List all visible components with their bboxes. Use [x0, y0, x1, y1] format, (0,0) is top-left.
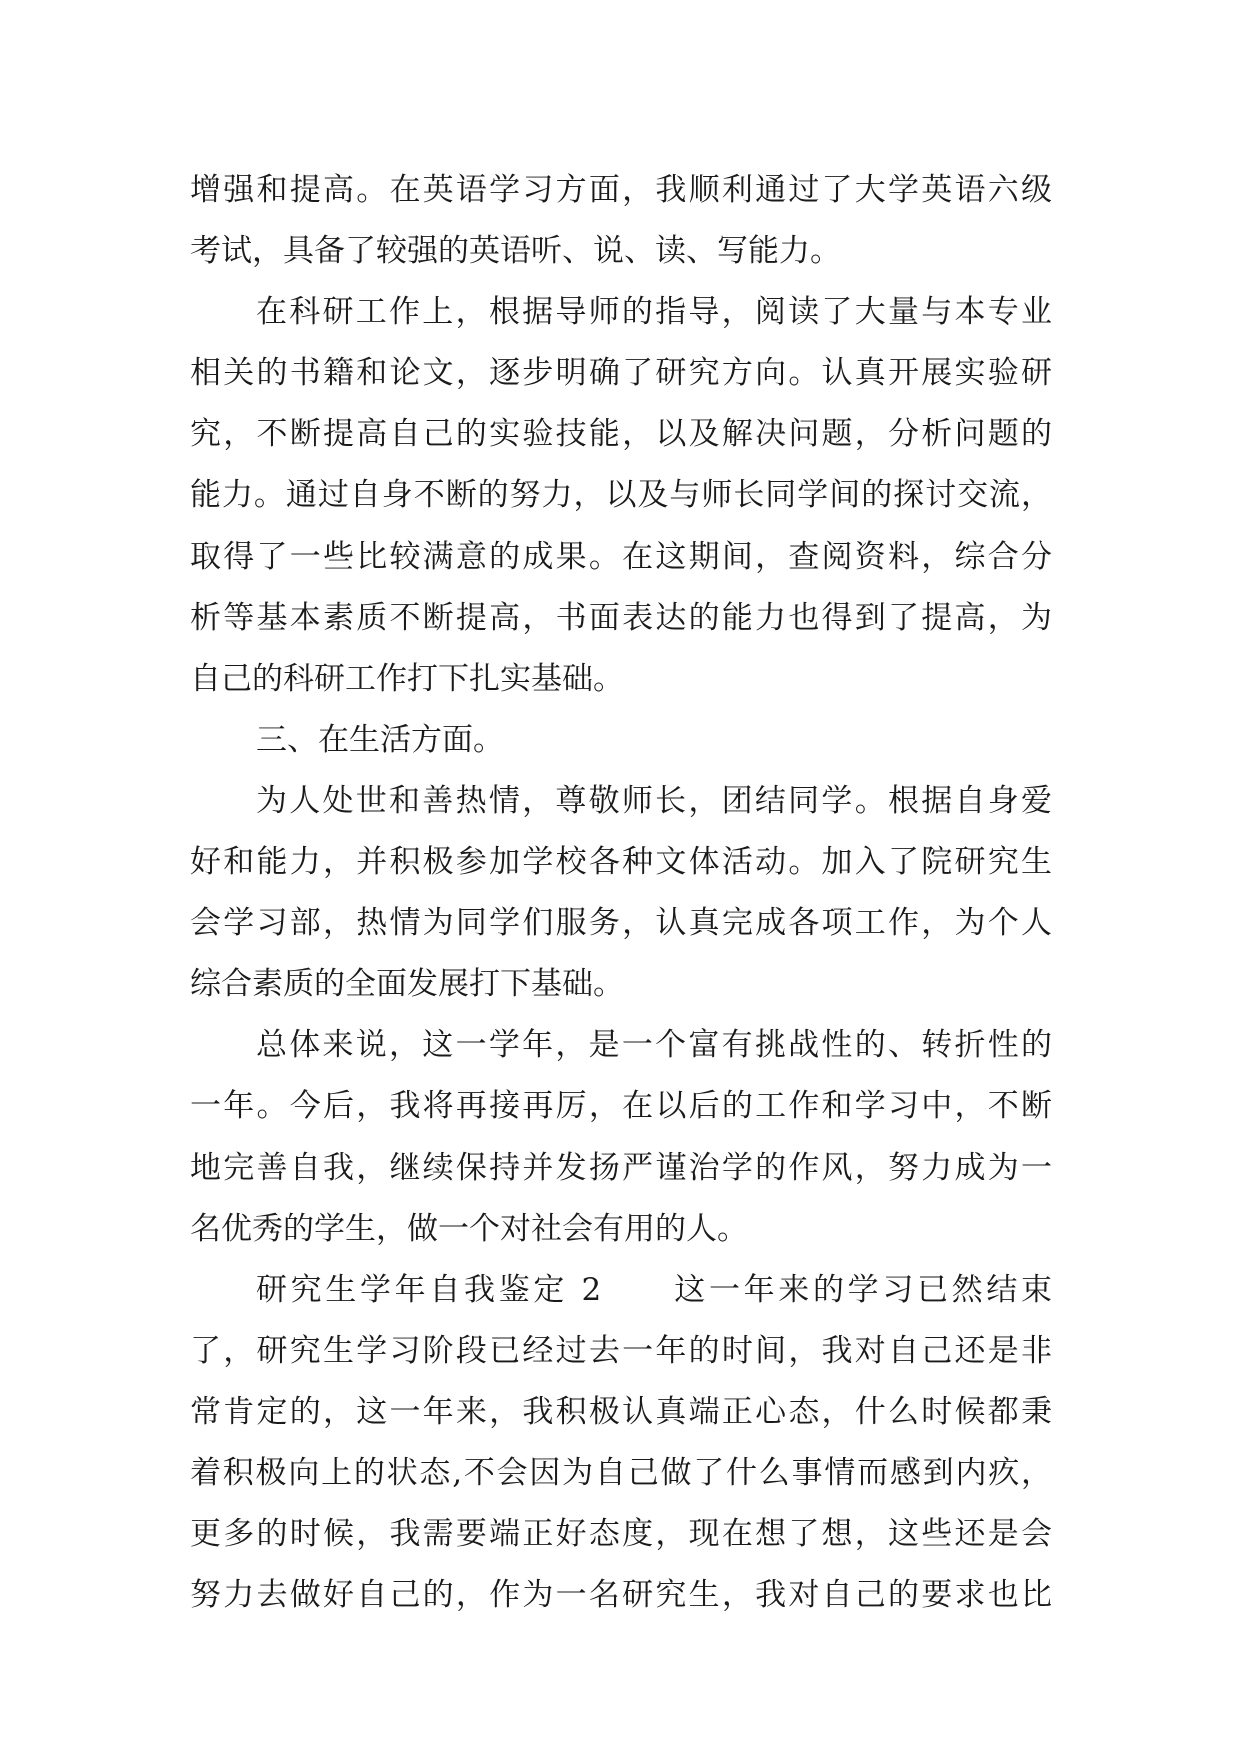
text-line: 综合素质的全面发展打下基础。 — [190, 966, 624, 1003]
text-line: 在科研工作上，根据导师的指导，阅读了大量与本专业 — [256, 294, 1052, 331]
text-line: 努力去做好自己的，作为一名研究生，我对自己的要求也比 — [190, 1577, 1052, 1614]
text-line: 会学习部，热情为同学们服务，认真完成各项工作，为个人 — [190, 905, 1052, 942]
text-line: 自己的科研工作打下扎实基础。 — [190, 660, 624, 697]
text-line: 究，不断提高自己的实验技能，以及解决问题，分析问题的 — [190, 416, 1052, 453]
text-line: 考试，具备了较强的英语听、说、读、写能力。 — [190, 233, 841, 270]
text-line: 总体来说，这一学年，是一个富有挑战性的、转折性的 — [256, 1027, 1052, 1064]
text-line: 了，研究生学习阶段已经过去一年的时间，我对自己还是非 — [190, 1332, 1052, 1369]
text-line: 常肯定的，这一年来，我积极认真端正心态，什么时候都秉 — [190, 1393, 1052, 1430]
text-line: 能力。通过自身不断的努力，以及与师长同学间的探讨交流， — [190, 477, 1052, 514]
text-line: 名优秀的学生，做一个对社会有用的人。 — [190, 1210, 748, 1247]
text-line: 研究生学年自我鉴定 2 这一年来的学习已然结束 — [256, 1271, 1052, 1308]
text-line: 着积极向上的状态,不会因为自己做了什么事情而感到内疚， — [190, 1454, 1052, 1491]
section-heading: 三、在生活方面。 — [256, 721, 504, 758]
text-line: 取得了一些比较满意的成果。在这期间，查阅资料，综合分 — [190, 538, 1052, 575]
text-line: 相关的书籍和论文，逐步明确了研究方向。认真开展实验研 — [190, 355, 1052, 392]
text-line: 更多的时候，我需要端正好态度，现在想了想，这些还是会 — [190, 1516, 1052, 1553]
text-line: 一年。今后，我将再接再厉，在以后的工作和学习中，不断 — [190, 1088, 1052, 1125]
text-line: 地完善自我，继续保持并发扬严谨治学的作风，努力成为一 — [190, 1149, 1052, 1186]
text-line: 增强和提高。在英语学习方面，我顺利通过了大学英语六级 — [190, 172, 1052, 208]
text-line: 析等基本素质不断提高，书面表达的能力也得到了提高，为 — [190, 599, 1052, 636]
text-line: 好和能力，并积极参加学校各种文体活动。加入了院研究生 — [190, 844, 1052, 881]
body-text — [190, 160, 1052, 1626]
text-line: 为人处世和善热情，尊敬师长，团结同学。根据自身爱 — [256, 782, 1052, 819]
